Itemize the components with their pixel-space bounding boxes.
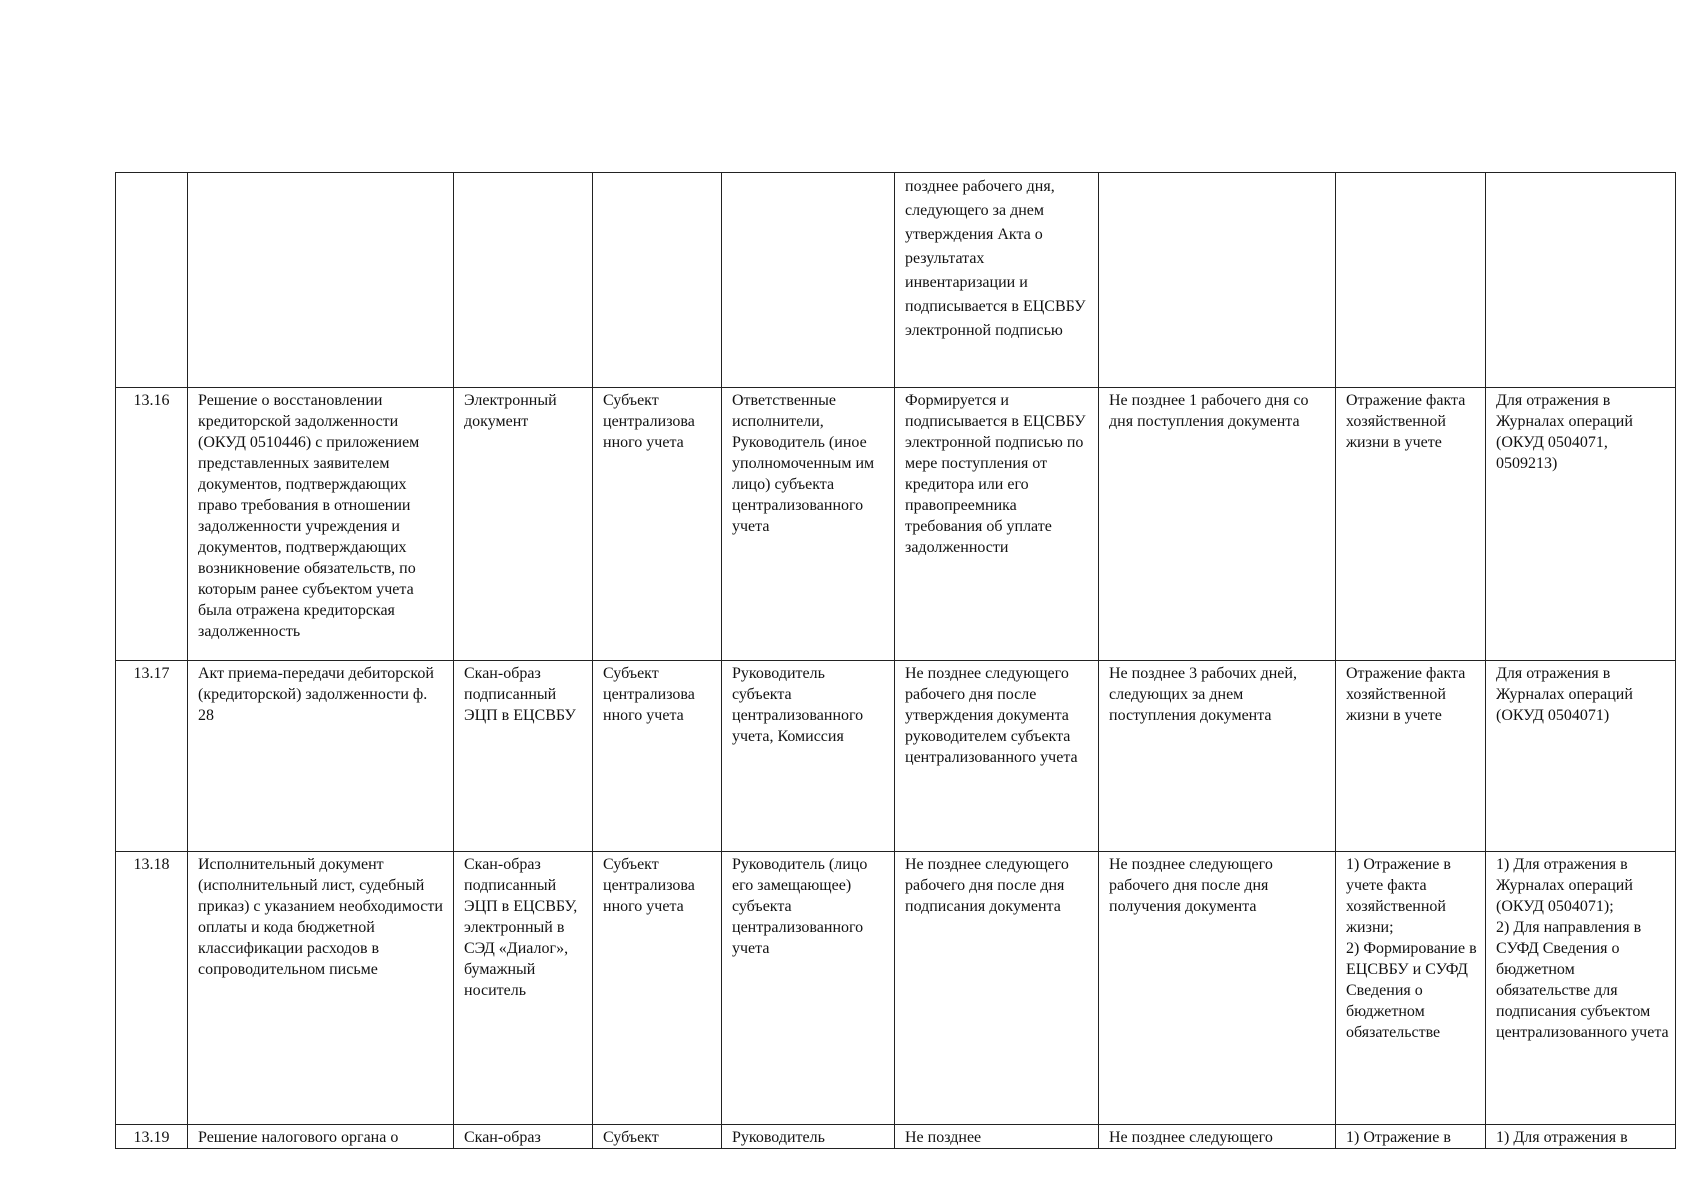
processing-deadline-cell: [1099, 661, 1336, 852]
processing-result-cell: [1336, 1125, 1486, 1149]
document-form: Скан-образ: [464, 1129, 541, 1146]
document-creator: Субъект: [603, 1129, 659, 1146]
document-purpose-cell: [1486, 661, 1676, 852]
document-purpose-cell: [1486, 388, 1676, 661]
responsible-person-cell: [722, 852, 895, 1125]
submission-procedure-cell: [895, 1125, 1099, 1149]
document-form: Скан-образ подписанный ЭЦП в ЕЦСВБУ, электронный в СЭД «Диалог», бумажный носитель: [464, 856, 578, 999]
document-name: Решение о восстановлении кредиторской задолженности (ОКУД 0510446) с приложением представленных заявителем документов, подтверждающих право требования в отношении задолженности учреждения и документов, подтверждающих возникновение обязательств, по которым ранее субъектом учета была отражена кредиторская задолженность: [198, 392, 420, 640]
responsible-person-cell: [722, 173, 895, 388]
document-form-cell: [454, 661, 593, 852]
responsible-person: Руководитель: [732, 1129, 825, 1146]
document-creator-cell: [593, 388, 722, 661]
table-body: [116, 173, 1676, 1149]
processing-deadline: Не позднее следующего рабочего дня после дня получения документа: [1109, 856, 1273, 915]
operations-register-table: [115, 172, 1676, 1149]
submission-procedure-cell: [895, 852, 1099, 1125]
row-number: 13.17: [133, 665, 170, 682]
document-name-cell: [188, 173, 454, 388]
responsible-person-cell: [722, 388, 895, 661]
submission-procedure: Не позднее: [905, 1129, 982, 1146]
processing-deadline-cell: [1099, 1125, 1336, 1149]
document-form: Электронный документ: [464, 392, 557, 430]
row-number-cell: [116, 661, 188, 852]
document-creator-cell: [593, 661, 722, 852]
document-purpose: 1) Для отражения в Журналах операций (ОКУД 0504071); 2) Для направления в СУФД Сведения о бюджетном обязательстве для подписания субъектом централизованного учета: [1496, 856, 1669, 1041]
document-name-cell: [188, 388, 454, 661]
submission-procedure-cell: [895, 661, 1099, 852]
processing-deadline-cell: [1099, 388, 1336, 661]
table-row: [116, 661, 1676, 852]
document-purpose: Для отражения в Журналах операций (ОКУД 0504071, 0509213): [1496, 392, 1633, 472]
document-purpose: 1) Для отражения в: [1496, 1129, 1628, 1146]
submission-procedure: Не позднее следующего рабочего дня после утверждения документа руководителем субъекта централизованного учета: [905, 665, 1078, 766]
table-row: [116, 388, 1676, 661]
submission-procedure: Формируется и подписывается в ЕЦСВБУ электронной подписью по мере поступления от кредитора или его правопреемника требования об уплате задолженности: [905, 392, 1086, 556]
document-name-cell: [188, 661, 454, 852]
table-row: [116, 852, 1676, 1125]
processing-deadline: Не позднее 3 рабочих дней, следующих за днем поступления документа: [1109, 665, 1297, 724]
document-purpose-cell: [1486, 852, 1676, 1125]
document-creator: Субъект централизова нного учета: [603, 392, 695, 451]
row-number: 13.19: [133, 1129, 170, 1146]
document-purpose-cell: [1486, 1125, 1676, 1149]
processing-result-cell: [1336, 852, 1486, 1125]
document-purpose-cell: [1486, 173, 1676, 388]
responsible-person: Руководитель субъекта централизованного учета, Комиссия: [732, 665, 864, 745]
document-creator: Субъект централизова нного учета: [603, 856, 695, 915]
submission-procedure: Не позднее следующего рабочего дня после дня подписания документа: [905, 856, 1069, 915]
processing-result: 1) Отражение в учете факта хозяйственной жизни; 2) Формирование в ЕЦСВБУ и СУФД Сведения о бюджетном обязательстве: [1346, 856, 1477, 1041]
table-row: [116, 1125, 1676, 1149]
processing-result: Отражение факта хозяйственной жизни в учете: [1346, 392, 1466, 451]
document-name: Исполнительный документ (исполнительный лист, судебный приказ) с указанием необходимости оплаты и кода бюджетной классификации расходов в сопроводительном письме: [198, 856, 443, 978]
processing-deadline-cell: [1099, 173, 1336, 388]
responsible-person-cell: [722, 1125, 895, 1149]
responsible-person: Ответственные исполнители, Руководитель (иное уполномоченным им лицо) субъекта централизованного учета: [732, 392, 875, 535]
submission-procedure: позднее рабочего дня, следующего за днем утверждения Акта о результатах инвентаризации и подписывается в ЕЦСВБУ электронной подписью: [905, 178, 1086, 339]
document-form-cell: [454, 173, 593, 388]
row-number-cell: [116, 852, 188, 1125]
responsible-person-cell: [722, 661, 895, 852]
processing-result-cell: [1336, 661, 1486, 852]
processing-result-cell: [1336, 388, 1486, 661]
row-number-cell: [116, 1125, 188, 1149]
submission-procedure-cell: [895, 388, 1099, 661]
document-creator: Субъект централизова нного учета: [603, 665, 695, 724]
row-number-cell: [116, 388, 188, 661]
document-name: Решение налогового органа о: [198, 1129, 399, 1146]
processing-result: Отражение факта хозяйственной жизни в учете: [1346, 665, 1466, 724]
document-creator-cell: [593, 173, 722, 388]
processing-deadline: Не позднее 1 рабочего дня со дня поступления документа: [1109, 392, 1309, 430]
processing-deadline-cell: [1099, 852, 1336, 1125]
responsible-person: Руководитель (лицо его замещающее) субъекта централизованного учета: [732, 856, 868, 957]
document-purpose: Для отражения в Журналах операций (ОКУД 0504071): [1496, 665, 1633, 724]
row-number: 13.18: [133, 856, 170, 873]
document-form-cell: [454, 1125, 593, 1149]
document-name-cell: [188, 1125, 454, 1149]
row-number: 13.16: [133, 392, 170, 409]
document-name: Акт приема-передачи дебиторской (кредиторской) задолженности ф. 28: [198, 665, 434, 724]
document-creator-cell: [593, 852, 722, 1125]
document-form-cell: [454, 388, 593, 661]
row-number-cell: [116, 173, 188, 388]
submission-procedure-cell: [895, 173, 1099, 388]
processing-result-cell: [1336, 173, 1486, 388]
table-row: [116, 173, 1676, 388]
document-creator-cell: [593, 1125, 722, 1149]
processing-deadline: Не позднее следующего: [1109, 1129, 1273, 1146]
processing-result: 1) Отражение в: [1346, 1129, 1451, 1146]
document-name-cell: [188, 852, 454, 1125]
document-form: Скан-образ подписанный ЭЦП в ЕЦСВБУ: [464, 665, 576, 724]
document-form-cell: [454, 852, 593, 1125]
